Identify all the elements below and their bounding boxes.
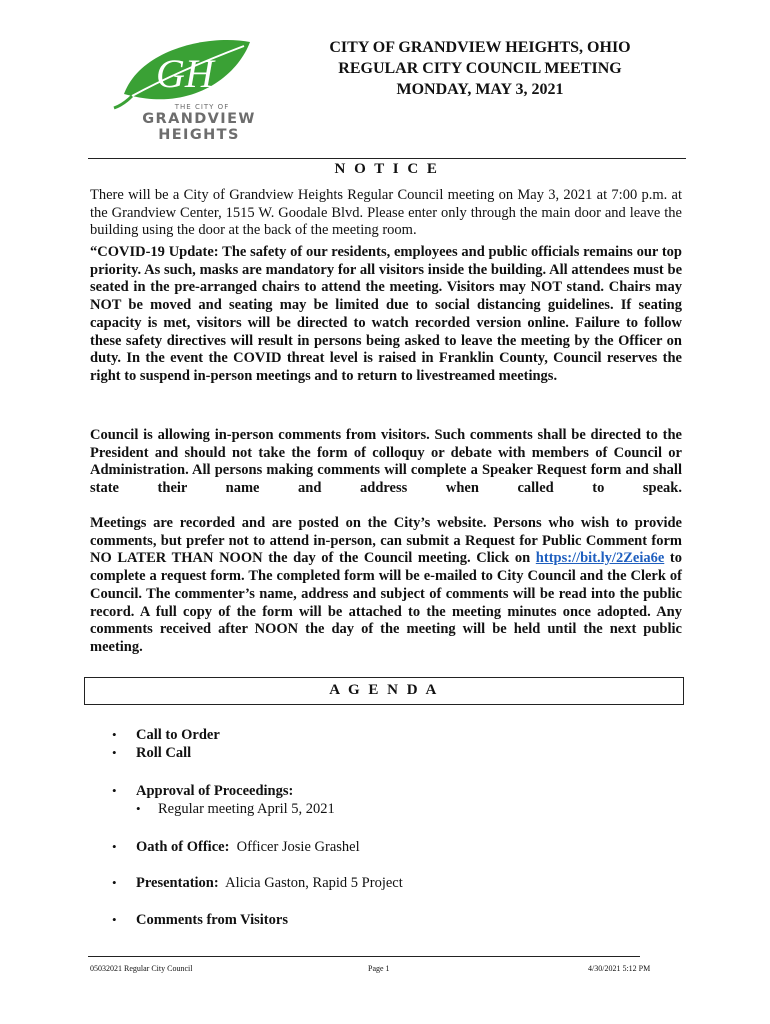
notice-paragraph-covid: “COVID-19 Update: The safety of our residents, employees and public officials remains our top priority. As such, masks are mandatory for all visitors inside the building. All attendees must be seated in the pre-arranged chairs to attend the meeting. Visitors may NOT stand. Chairs may NOT be moved and seating may be limited due to social distancing guidelines. If seating capacity is met, visitors will be directed to watch recorded version online. Failure to follow these safety directives will result in persons being asked to leave the meeting by the Officer on duty. In the event the COVID threat level is raised in Franklin County, Council reserves the right to suspend in-person meetings and to return to livestreamed meetings. [90, 244, 682, 384]
notice-paragraph-meeting: There will be a City of Grandview Heights Regular Council meeting on May 3, 2021 at 7:00 p.m. at the Grandview Center, 1515 W. Goodale Blvd. Please enter only through the main door and leave the building using the door at the back of the meeting room. [90, 187, 682, 239]
agenda-item-oath: • Oath of Office: Officer Josie Grashel [112, 839, 360, 855]
agenda-item-call-to-order: • Call to Order [112, 727, 220, 743]
top-divider [88, 158, 686, 159]
agenda-item-roll-call: • Roll Call [112, 745, 192, 761]
bullet-icon: • [112, 875, 117, 890]
footer-timestamp: 4/30/2021 5:12 PM [588, 964, 651, 973]
logo-line-grandview: GRANDVIEW [142, 111, 256, 127]
footer-page-number: Page 1 [368, 964, 390, 973]
bullet-icon: • [112, 727, 117, 742]
agenda-item-presentation: • Presentation: Alicia Gaston, Rapid 5 Project [112, 875, 403, 891]
logo-initials: GH [156, 51, 214, 96]
footer-divider [88, 956, 640, 957]
agenda-item-comments: • Comments from Visitors [112, 912, 288, 928]
agenda-heading: A G E N D A [329, 682, 439, 698]
title-line-3: MONDAY, MAY 3, 2021 [396, 81, 564, 98]
request-form-link[interactable]: https://bit.ly/2Zeia6e [535, 550, 665, 567]
notice-paragraph-comments: Council is allowing in-person comments from visitors. Such comments shall be directed to the President and should not take the form of colloquy or debate with members of Council or Administration. All persons making comments will complete a Speaker Request form and shall state their name and address when called to speak. [90, 427, 682, 497]
title-line-2: REGULAR CITY COUNCIL MEETING [338, 60, 622, 77]
agenda-item-approval: • Approval of Proceedings: [112, 783, 294, 799]
logo-line-city-of: THE CITY OF [174, 103, 230, 111]
bullet-icon: • [112, 912, 117, 927]
notice-heading: N O T I C E [334, 161, 440, 177]
p4-text-before: Meetings are recorded and are posted on the City’s website. Persons who wish to provide comments, but prefer not to attend in-person, can submit a Request for Public Comment form NO LATER THAN NOON the day of the Council meeting. Click on [90, 515, 682, 567]
bullet-icon: • [112, 745, 117, 760]
bullet-icon: • [112, 839, 117, 854]
agenda-subitem-regular-meeting: • Regular meeting April 5, 2021 [136, 801, 335, 817]
bullet-icon: • [112, 783, 117, 798]
document-title [280, 37, 680, 100]
bullet-icon: • [136, 801, 141, 816]
title-line-1: CITY OF GRANDVIEW HEIGHTS, OHIO [329, 39, 631, 56]
agenda-heading-box [84, 677, 684, 705]
notice-paragraph-recording [90, 515, 682, 657]
logo-line-heights: HEIGHTS [158, 127, 240, 143]
p4-text-after: to complete a request form. The completed form will be e-mailed to City Council and the Clerk of Council. The commenter’s name, address and subject of comments will be read into the public record. A full copy of the form will be attached to the meeting minutes once adopted. Any comments received after NOON the day of the meeting will be held until the next public meeting. [90, 550, 682, 655]
footer-document-name: 05032021 Regular City Council [90, 964, 193, 973]
